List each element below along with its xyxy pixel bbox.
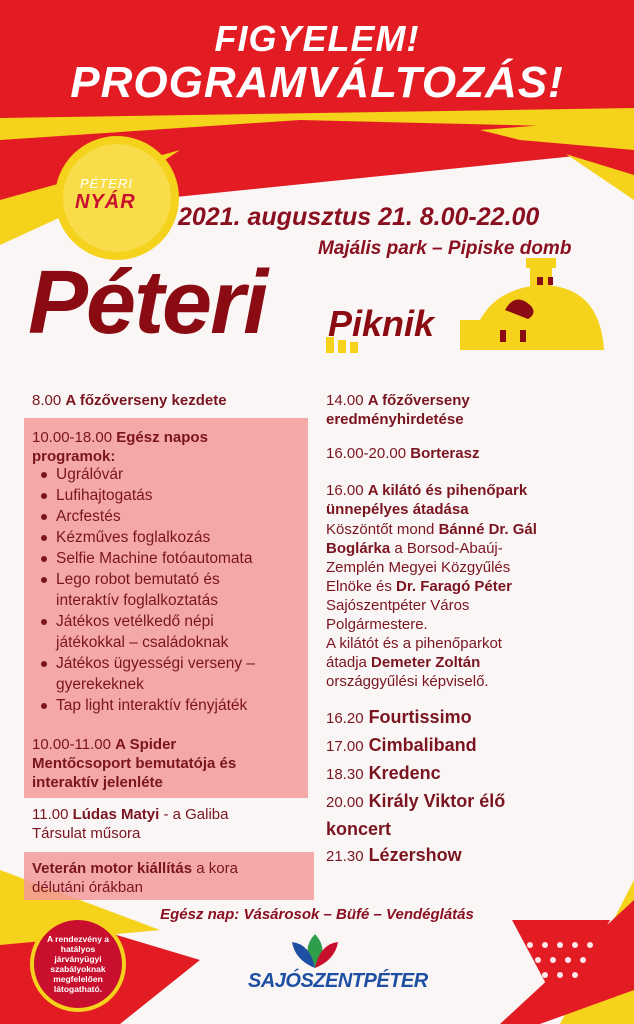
left-item-ludas [32, 805, 229, 843]
desc-name: Demeter Zoltán [371, 654, 481, 671]
performer-name: Lézershow [368, 845, 462, 865]
list-item: Arcfestés [30, 506, 315, 527]
time-label: 14.00 [326, 392, 364, 409]
ceremony-description [326, 520, 537, 691]
performance-item [326, 842, 505, 870]
performance-list [326, 704, 505, 870]
list-item: Játékos ügyességi verseny – [30, 653, 315, 674]
time-label: 10.00-18.00 [32, 429, 113, 446]
performance-item [326, 816, 505, 842]
list-item: Kézműves foglalkozás [30, 527, 315, 548]
list-item: Ugrálóvár [30, 464, 315, 485]
badge-top-text: PÉTERI [80, 176, 133, 191]
desc-text: Sajószentpéter Város [326, 597, 470, 614]
desc-name: Dr. Faragó Péter [396, 578, 512, 595]
list-item-continuation: interaktív foglalkoztatás [56, 592, 218, 609]
item-text-2: délutáni órákban [32, 879, 143, 896]
list-item-continuation: játékokkal – családoknak [56, 634, 229, 651]
notice-text: A rendezvény a hatályos járványügyi szabályoknak megfelelően látogatható. [46, 934, 110, 994]
item-title-2: programok: [32, 448, 116, 465]
desc-text: átadja [326, 654, 372, 671]
desc-text: Köszöntőt mond [326, 521, 439, 538]
desc-name: Bánné Dr. Gál [438, 521, 537, 538]
item-title: Veterán motor kiállítás [32, 860, 193, 877]
performance-item [326, 704, 505, 732]
logo-text: SAJÓSZENTPÉTER [248, 970, 428, 992]
performance-item [326, 732, 505, 760]
time-label: 8.00 [32, 392, 62, 409]
time-label: 16.20 [326, 710, 364, 727]
item-title-3: interaktív jelenléte [32, 774, 163, 791]
item-title: A főzőverseny kezdete [65, 392, 227, 409]
time-label: 11.00 [32, 806, 69, 823]
item-title: Borterasz [410, 445, 480, 462]
desc-text: Polgármestere. [326, 616, 428, 633]
list-item: Játékos vetélkedő népi [30, 611, 315, 632]
bullet-list [30, 464, 315, 716]
item-title: A Spider [115, 736, 177, 753]
desc-text: A kilátót és a pihenőparkot [326, 635, 502, 652]
left-item-1 [32, 391, 227, 410]
item-text: a kora [192, 860, 238, 877]
performer-name: Fourtissimo [368, 707, 472, 727]
title-piknik: Piknik [328, 303, 435, 344]
desc-text: országgyűlési képviselő. [326, 673, 489, 690]
event-place: Majális park – Pipiske domb [318, 238, 572, 259]
desc-name: Boglárka [326, 540, 391, 557]
logo-leaf-icon [290, 930, 340, 970]
item-title-2: eredményhirdetése [326, 411, 464, 428]
item-title-2: Mentőcsoport bemutatója és [32, 755, 237, 772]
time-label: 21.30 [326, 848, 364, 865]
list-item: Lufihajtogatás [30, 485, 315, 506]
item-title: Egész napos [116, 429, 208, 446]
time-label: 17.00 [326, 738, 364, 755]
time-label: 16.00 [326, 482, 364, 499]
time-label: 20.00 [326, 794, 364, 811]
time-label: 10.00-11.00 [32, 736, 111, 753]
time-label: 16.00-20.00 [326, 445, 407, 462]
item-title: A főzőverseny [367, 392, 470, 409]
list-item: Tap light interaktív fényjáték [30, 695, 315, 716]
banner-line-2: PROGRAMVÁLTOZÁS! [70, 58, 564, 107]
item-title: Lúdas Matyi [72, 806, 160, 823]
footer-tagline: Egész nap: Vásárosok – Büfé – Vendéglátás [160, 906, 474, 923]
desc-text: Elnöke és [326, 578, 397, 595]
left-item-veteran [32, 859, 238, 897]
performer-name: Cimbaliband [368, 735, 477, 755]
badge-main-text: NYÁR [75, 191, 136, 213]
performer-name: koncert [326, 819, 392, 839]
performer-name: Kredenc [368, 763, 441, 783]
right-item-1 [326, 391, 470, 429]
performer-name: Király Viktor élő [368, 791, 506, 811]
event-date: 2021. augusztus 21. 8.00-22.00 [178, 203, 540, 231]
list-item: Selfie Machine fotóautomata [30, 548, 315, 569]
left-item-spider [32, 735, 236, 792]
performance-item [326, 760, 505, 788]
item-title-2: ünnepélyes átadása [326, 501, 469, 518]
notice-badge [30, 916, 126, 1012]
performance-item [326, 788, 505, 816]
item-title: A kilátó és pihenőpark [367, 482, 528, 499]
time-label: 18.30 [326, 766, 364, 783]
title-peteri: Péteri [28, 253, 267, 353]
left-item-2 [32, 428, 208, 466]
list-item: Lego robot bemutató és [30, 569, 315, 590]
item-text-2: Társulat műsora [32, 825, 141, 842]
right-item-2 [326, 444, 479, 463]
desc-text: Zemplén Megyei Közgyűlés [326, 559, 511, 576]
banner-line-1: FIGYELEM! [214, 18, 420, 59]
item-text: - a Galiba [159, 806, 229, 823]
list-item-continuation: gyerekeknek [56, 676, 144, 693]
desc-text: a Borsod-Abaúj- [390, 540, 503, 557]
right-item-3 [326, 481, 527, 519]
